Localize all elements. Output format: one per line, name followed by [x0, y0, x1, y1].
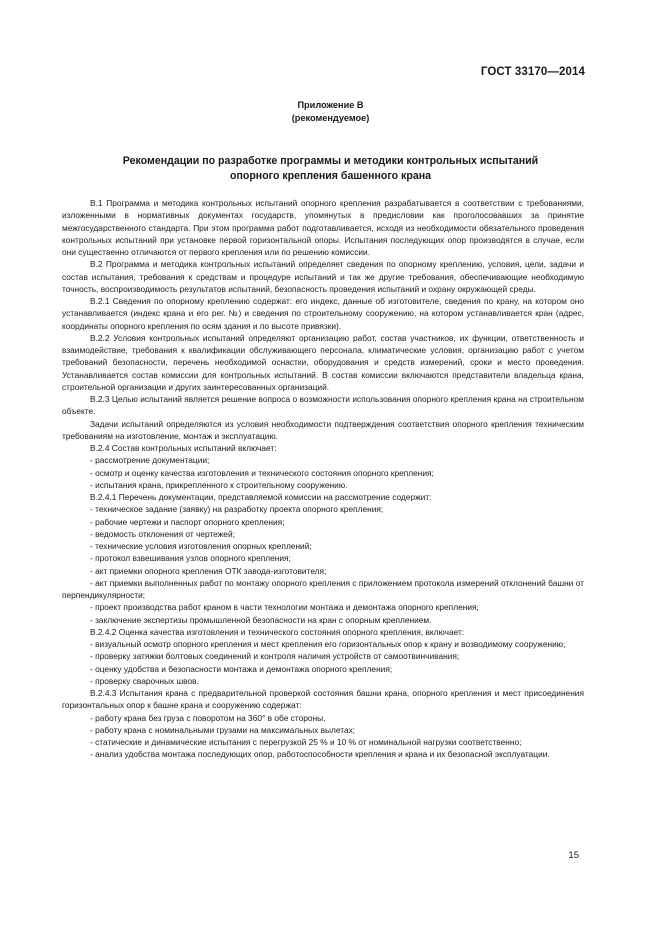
paragraph: В.1 Программа и методика контрольных испытаний опорного крепления разрабатывается в соответствии с требованиями, изложенными в нормативных документах государств, упомянутых в предисловии как проголосовавших за принятие межгосударственного стандарта. При этом программа работ подготавливается, исходя из необходимости обязательного проведения контрольных испытаний при установке первой горизонтальной опоры. Испытания последующих опор производятся в случае, если они существенно отличаются от первого крепления или по решению комиссии.: [62, 198, 584, 257]
list-item: - оценку удобства и безопасности монтажа и демонтажа опорного крепления;: [90, 663, 393, 674]
list-item: - анализ удобства монтажа последующих опор, работоспособности крепления и крана и их безопасной эксплуатации.: [90, 749, 550, 760]
list-item: - протокол взвешивания узлов опорного крепления;: [90, 553, 291, 564]
title-line-2: опорного крепления башенного крана: [229, 170, 432, 182]
standard-code: ГОСТ 33170—2014: [480, 66, 585, 78]
list-item: - работу крана с номинальными грузами на максимальных вылетах;: [90, 724, 356, 735]
list-item: - рабочие чертежи и паспорт опорного крепления;: [90, 516, 285, 527]
list-item: - ведомость отклонения от чертежей;: [90, 528, 235, 539]
appendix-label: Приложение В: [297, 100, 364, 110]
paragraph: В.2.4.1 Перечень документации, представляемой комиссии на рассмотрение содержит:: [90, 492, 432, 502]
title-line-1: Рекомендации по разработке программы и методики контрольных испытаний: [122, 155, 539, 167]
paragraph: В.2.4 Состав контрольных испытаний включает:: [90, 443, 277, 453]
list-item: - акт приемки опорного крепления ОТК завода-изготовителя;: [90, 565, 327, 576]
list-item: - визуальный осмотр опорного крепления и мест крепления его горизонтальных опор к крану и возводимому сооружению;: [90, 639, 566, 649]
paragraph: В.2 Программа и методика контрольных испытаний определяет сведения по опорному креплению, условия, цели, задачи и состав испытания, требования к средствам и процедуре испытаний и так же другие требования, обеспечивающие необходимую точность, воспроизводимость результатов испытаний, безопасность проведения испытаний и охрану окружающей среды.: [62, 259, 584, 294]
list-item: - рассмотрение документации;: [90, 455, 210, 466]
list-item: - проект производства работ краном в части технологии монтажа и демонтажа опорного крепления;: [90, 602, 479, 613]
list-item: - акт приемки выполненных работ по монтажу опорного крепления с приложением протокола измерений отклонений башни от перпендикулярности;: [62, 577, 584, 600]
paragraph: В.2.3 Целью испытаний является решение вопроса о возможности использования опорного крепления крана на строительном объекте.: [62, 394, 584, 417]
body-text: [62, 197, 584, 761]
page-number: 15: [568, 850, 579, 861]
list-item: - заключение экспертизы промышленной безопасности на кран с опорным креплением.: [90, 614, 432, 625]
list-item: - технические условия изготовления опорных креплений;: [90, 541, 312, 551]
list-item: - проверку сварочных швов.: [90, 675, 199, 686]
list-item: - осмотр и оценку качества изготовления и технического состояния опорного крепления;: [90, 467, 434, 478]
list-item: - статические и динамические испытания с перегрузкой 25 % и 10 % от номинальной нагрузки соответственно;: [90, 737, 522, 747]
paragraph: В.2.4.3 Испытания крана с предварительной проверкой состояния башни крана, опорного крепления и мест присоединения горизонтальных опор к башне крана и сооружению содержат:: [62, 688, 584, 711]
appendix-heading: [0, 99, 661, 125]
appendix-status: (рекомендуемое): [291, 113, 370, 123]
list-item: - проверку затяжки болтовых соединений и контроля наличия устройств от самоотвинчивания;: [90, 651, 460, 662]
paragraph: Задачи испытаний определяются из условия необходимости подтверждения соответствия опорного крепления техническим требованиям на изготовление, монтаж и эксплуатацию.: [62, 418, 584, 441]
paragraph: В.2.1 Сведения по опорному креплению содержат: его индекс, данные об изготовителе, сведения по крану, на котором оно устанавливается (индекс крана и его рег. №) и сведения по строительному сооружению, на котором устанавливается кран (адрес, координаты опорного крепления по осям здания и по высоте привязки).: [62, 296, 584, 331]
paragraph: В.2.4.2 Оценка качества изготовления и технического состояния опорного крепления, включает:: [90, 626, 465, 637]
paragraph: В.2.2 Условия контрольных испытаний определяют организацию работ, состав участников, их функции, ответственность и взаимодействие, требования к квалификации обслуживающего персонала, климатические условия, организацию работ с учетом требований безопасности, перечень необходимой оснастки, оборудования и средств измерений, сроки и место проведения. Устанавливается состав комиссии для контрольных испытаний. В состав комиссии включаются представители владельца крана, строительной организации и других заинтересованных организаций.: [62, 332, 584, 392]
list-item: - работу крана без груза с поворотом на 360° в обе стороны,: [90, 712, 326, 723]
list-item: - испытания крана, прикрепленного к строительному сооружению.: [90, 479, 348, 490]
list-item: - техническое задание (заявку) на разработку проекта опорного крепления;: [90, 504, 384, 515]
document-title: [60, 154, 601, 184]
